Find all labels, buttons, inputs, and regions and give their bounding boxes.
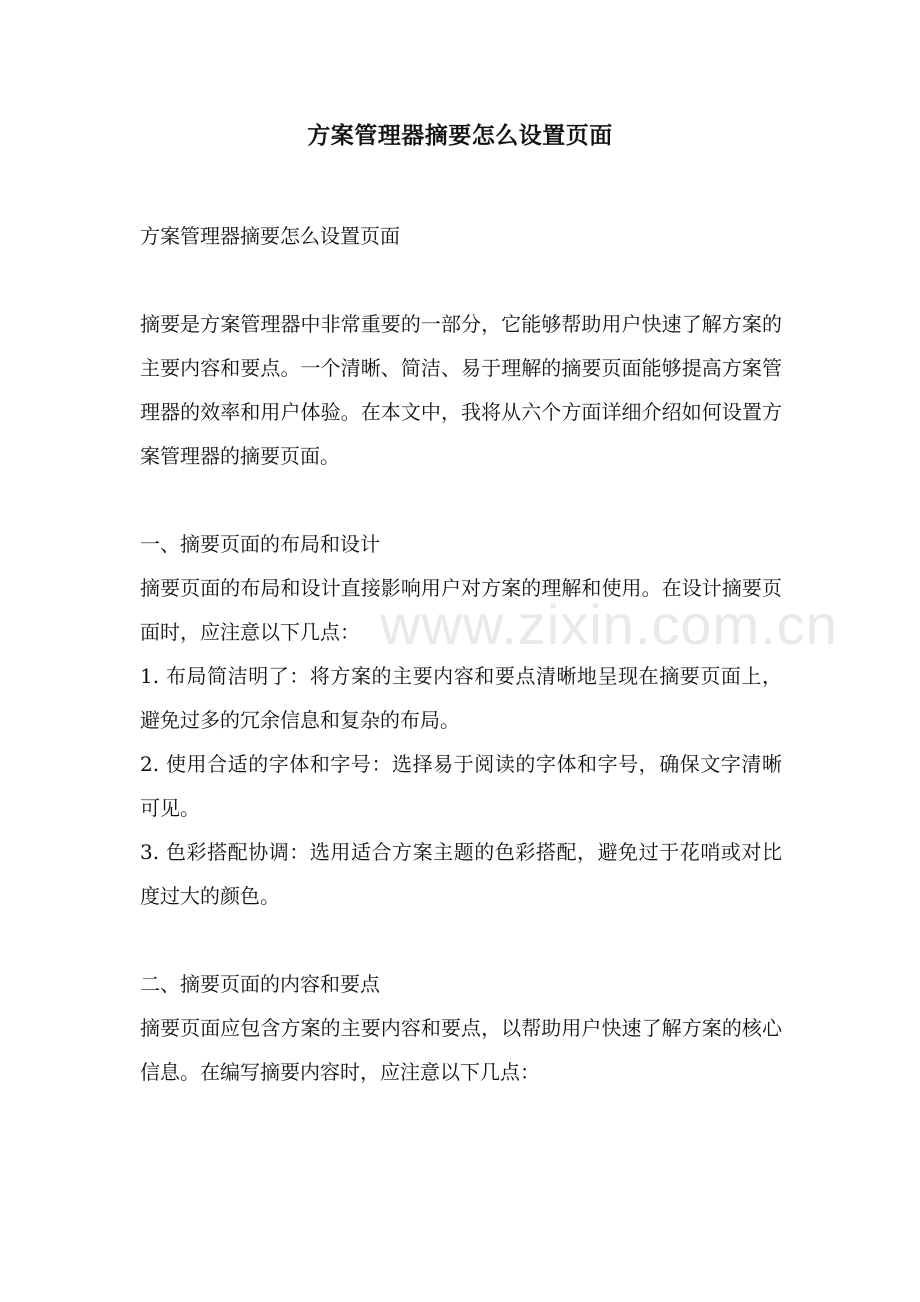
list-item: 1. 布局简洁明了：将方案的主要内容和要点清晰地呈现在摘要页面上，避免过多的冗余信息和复杂的布局。 (140, 664, 782, 732)
section-heading: 二、摘要页面的内容和要点 (140, 972, 380, 996)
list-item: 2. 使用合适的字体和字号：选择易于阅读的字体和字号，确保文字清晰可见。 (140, 752, 782, 820)
spacer (140, 918, 782, 962)
document-title: 方案管理器摘要怎么设置页面 (307, 122, 613, 149)
intro-paragraph: 摘要是方案管理器中非常重要的一部分，它能够帮助用户快速了解方案的主要内容和要点。一个清晰、简洁、易于理解的摘要页面能够提高方案管理器的效率和用户体验。在本文中，我将从六个方面详细介绍如何设置方案管理器的摘要页面。 (140, 312, 782, 468)
spacer (140, 258, 782, 302)
section-paragraph: 摘要页面应包含方案的主要内容和要点，以帮助用户快速了解方案的核心信息。在编写摘要内容时，应注意以下几点： (140, 1016, 782, 1084)
list-item: 3. 色彩搭配协调：选用适合方案主题的色彩搭配，避免过于花哨或对比度过大的颜色。 (140, 840, 782, 908)
section-paragraph: 摘要页面的布局和设计直接影响用户对方案的理解和使用。在设计摘要页面时，应注意以下几点： (140, 576, 782, 644)
spacer (140, 478, 782, 522)
document-subtitle: 方案管理器摘要怎么设置页面 (140, 224, 400, 248)
watermark: www.zixin.com.cn (380, 593, 838, 656)
section-heading: 一、摘要页面的布局和设计 (140, 532, 380, 556)
document-body (140, 214, 782, 1094)
